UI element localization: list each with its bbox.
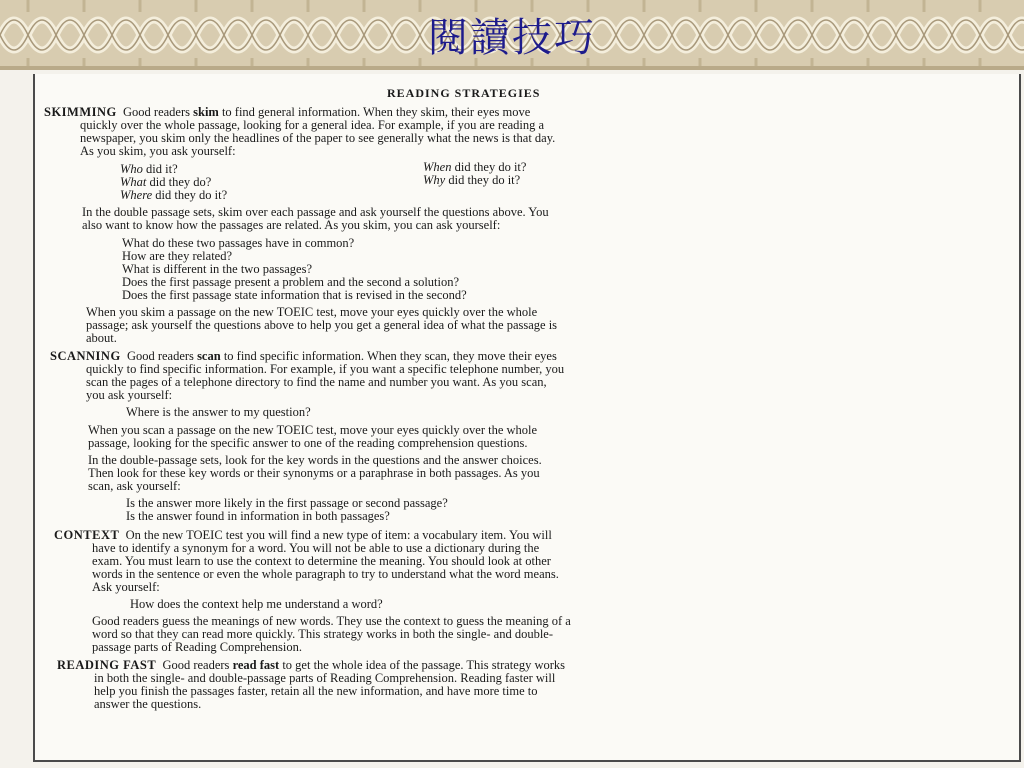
context-question: How does the context help me understand a word? [130, 597, 383, 611]
skimming-double-line-2: also want to know how the passages are related. As you skim, you can ask yourself: [82, 218, 501, 232]
context-guess-line-2: word so that they can read more quickly. This strategy works in both the single- and double- [92, 627, 554, 641]
context-line-5: Ask yourself: [92, 580, 160, 594]
skimming-line-3: newspaper, you skim only the headlines of the paper to see generally what the news is that day. [80, 131, 556, 145]
slide-title: 閱讀技巧 [428, 15, 596, 60]
reading-fast-line-3: help you finish the passages faster, retain all the new information, and have more time to [94, 684, 538, 698]
scanning-term: SCANNING [50, 349, 121, 363]
scanning-double-line-1: In the double-passage sets, look for the key words in the questions and the answer choices. [88, 453, 542, 467]
skimming-line-2: quickly over the whole passage, looking for a general idea. For example, if you are reading a [80, 118, 545, 132]
context-guess-line-1: Good readers guess the meanings of new words. They use the context to guess the meaning of a [92, 614, 571, 628]
skimming-double-question-3: What is different in the two passages? [122, 262, 312, 276]
reading-fast-line-4: answer the questions. [94, 697, 202, 711]
scanning-line-1: SCANNING Good readers scan to find specific information. When they scan, they move their eyes [50, 349, 557, 363]
context-line-2: have to identify a synonym for a word. You will not be able to use a dictionary during the [92, 541, 540, 555]
skimming-question-who: Who did it? [120, 162, 178, 176]
scanning-toeic-line-1: When you scan a passage on the new TOEIC test, move your eyes quickly over the whole [88, 423, 538, 437]
scanning-double-question-2: Is the answer found in information in both passages? [126, 509, 390, 523]
context-term: CONTEXT [54, 528, 120, 542]
scanning-line-3: scan the pages of a telephone directory to find the name and number you want. As you scan, [86, 375, 547, 389]
skimming-double-question-2: How are they related? [122, 249, 233, 263]
context-guess-line-3: passage parts of Reading Comprehension. [92, 640, 303, 654]
skimming-toeic-line-1: When you skim a passage on the new TOEIC test, move your eyes quickly over the whole [86, 305, 538, 319]
scanning-double-line-2: Then look for these key words or their synonyms or a paraphrase in both passages. As you [88, 466, 540, 480]
skimming-question-where: Where did they do it? [120, 188, 228, 202]
skimming-question-why: Why did they do it? [423, 173, 521, 187]
scanning-double-line-3: scan, ask yourself: [88, 479, 181, 493]
reading-fast-term: READING FAST [57, 658, 157, 672]
scanning-line-2: quickly to find specific information. For example, if you want a specific telephone number, you [86, 362, 565, 376]
skimming-question-when: When did they do it? [423, 160, 527, 174]
skimming-double-question-5: Does the first passage state information that is revised in the second? [122, 288, 467, 302]
skimming-toeic-line-2: passage; ask yourself the questions above to help you get a general idea of what the passage is [86, 318, 558, 332]
reading-fast-line-2: in both the single- and double-passage parts of Reading Comprehension. Reading faster will [94, 671, 556, 685]
skimming-line-4: As you skim, you ask yourself: [80, 144, 236, 158]
skimming-line-1: SKIMMING Good readers skim to find general information. When they skim, their eyes move [44, 105, 531, 119]
skimming-double-line-1: In the double passage sets, skim over each passage and ask yourself the questions above. You [82, 205, 549, 219]
document-heading: READING STRATEGIES [387, 86, 541, 100]
scanning-line-4: you ask yourself: [86, 388, 173, 402]
skimming-double-question-1: What do these two passages have in common? [122, 236, 355, 250]
skimming-double-question-4: Does the first passage present a problem and the second a solution? [122, 275, 460, 289]
context-line-3: exam. You must learn to use the context to determine the meaning. You should look at other [92, 554, 551, 568]
skimming-question-what: What did they do? [120, 175, 212, 189]
skimming-term: SKIMMING [44, 105, 117, 119]
context-line-4: words in the sentence or even the whole paragraph to try to understand what the word means. [92, 567, 559, 581]
skimming-toeic-line-3: about. [86, 331, 117, 345]
scanning-toeic-line-2: passage, looking for the specific answer to one of the reading comprehension questions. [88, 436, 528, 450]
scanning-question: Where is the answer to my question? [126, 405, 311, 419]
reading-fast-line-1: READING FAST Good readers read fast to get the whole idea of the passage. This strategy works [57, 658, 566, 672]
context-line-1: CONTEXT On the new TOEIC test you will find a new type of item: a vocabulary item. You will [54, 528, 552, 542]
scanning-double-question-1: Is the answer more likely in the first passage or second passage? [126, 496, 448, 510]
